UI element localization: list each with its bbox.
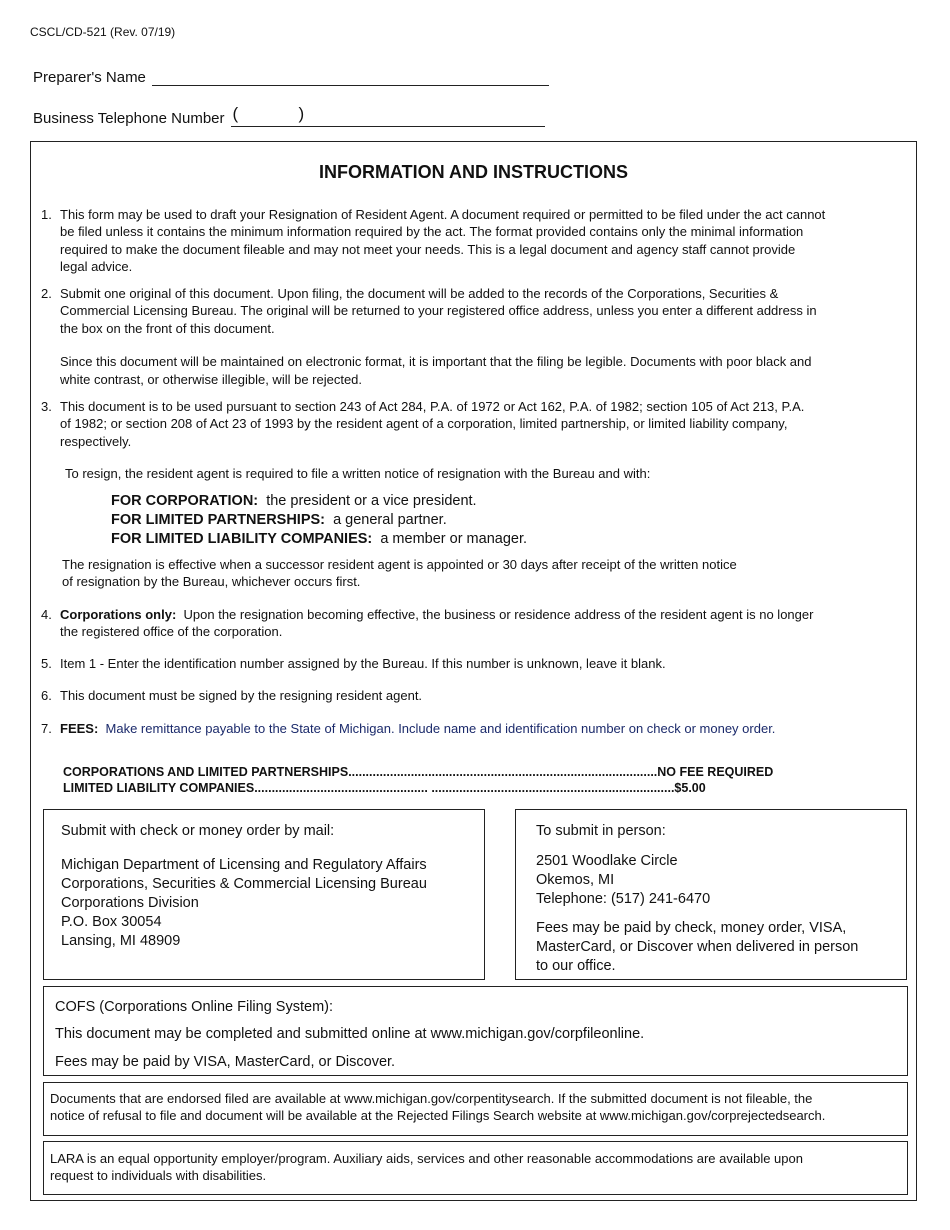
in-person-fee-line: MasterCard, or Discover when delivered in person: [536, 939, 859, 955]
officer-label: FOR LIMITED PARTNERSHIPS:: [111, 512, 326, 528]
mail-address-line: Michigan Department of Licensing and Regulatory Affairs: [61, 857, 427, 873]
fee-line-llc: LIMITED LIABILITY COMPANIES.................................................. ......................................................................$5.00: [63, 781, 706, 795]
cofs-box: [43, 986, 908, 1076]
form-id: CSCL/CD-521 (Rev. 07/19): [30, 25, 176, 39]
instructions-box: [30, 141, 917, 1201]
mail-submission-box: [43, 809, 485, 980]
in-person-heading: To submit in person:: [536, 823, 666, 839]
in-person-fee-line: Fees may be paid by check, money order, VISA,: [536, 920, 847, 936]
officer-limited-partnerships: [111, 511, 447, 530]
cofs-fees-line: Fees may be paid by VISA, MasterCard, or Discover.: [55, 1054, 396, 1070]
item1-line: be filed unless it contains the minimum information required by the act. The format provided contains only the minimal information: [60, 224, 804, 240]
mail-heading: Submit with check or money order by mail:: [61, 823, 335, 839]
effective-line: The resignation is effective when a successor resident agent is appointed or 30 days after receipt of the written notice: [62, 557, 737, 572]
item3-line: This document is to be used pursuant to section 243 of Act 284, P.A. of 1972 or Act 162, P.A. of 1982; section 105 of Act 213, P.A.: [60, 399, 805, 414]
item4-line: Upon the resignation becoming effective, the business or residence address of the resident agent is no longer: [183, 607, 814, 622]
mail-address-line: Corporations, Securities & Commercial Licensing Bureau: [61, 876, 427, 892]
officer-value: the president or a vice president.: [266, 493, 477, 509]
in-person-address-line: 2501 Woodlake Circle: [536, 853, 678, 869]
officer-corporation: [111, 492, 477, 511]
instructions-title: INFORMATION AND INSTRUCTIONS: [319, 162, 628, 182]
in-person-submission-box: [515, 809, 907, 980]
officer-value: a member or manager.: [380, 531, 528, 547]
lara-line: request to individuals with disabilities.: [50, 1168, 267, 1183]
cofs-heading: COFS (Corporations Online Filing System):: [55, 999, 333, 1015]
preparer-name-field[interactable]: [152, 67, 549, 86]
endorsed-documents-box: [43, 1082, 908, 1136]
in-person-address-line: Okemos, MI: [536, 872, 615, 888]
in-person-telephone: Telephone: (517) 241-6470: [536, 891, 711, 907]
officer-label: FOR CORPORATION:: [111, 493, 259, 509]
item1-line: legal advice.: [60, 259, 133, 275]
lara-line: LARA is an equal opportunity employer/program. Auxiliary aids, services and other reasonable accommodations are available upon: [50, 1151, 803, 1166]
cofs-online-line: This document may be completed and submitted online at www.michigan.gov/corpfileonline.: [55, 1026, 645, 1042]
item-number: 7.: [41, 721, 52, 736]
item4-line: the registered office of the corporation.: [60, 624, 283, 640]
mail-address-line: P.O. Box 30054: [61, 914, 162, 930]
officer-label: FOR LIMITED LIABILITY COMPANIES:: [111, 531, 373, 547]
instruction-item-7: [41, 720, 886, 737]
resign-intro: To resign, the resident agent is required to file a written notice of resignation with the Bureau and with:: [65, 466, 651, 481]
item-number: 4.: [41, 607, 52, 622]
item-number: 3.: [41, 399, 52, 414]
preparer-name-row: [33, 67, 549, 86]
item-number: 5.: [41, 656, 52, 671]
item5-text: Item 1 - Enter the identification number assigned by the Bureau. If this number is unknown, leave it blank.: [60, 656, 666, 671]
phone-label: Business Telephone Number: [33, 110, 225, 127]
officer-value: a general partner.: [333, 512, 447, 528]
item7-text: Make remittance payable to the State of Michigan. Include name and identification number on check or money order.: [105, 721, 776, 736]
item-number: 2.: [41, 286, 52, 301]
phone-open-paren: (: [232, 104, 239, 123]
fee-line-corporations: CORPORATIONS AND LIMITED PARTNERSHIPS.........................................................................................NO FEE REQUIRED: [63, 765, 774, 779]
effective-line: of resignation by the Bureau, whichever occurs first.: [62, 574, 361, 590]
in-person-fee-line: to our office.: [536, 958, 616, 974]
item6-text: This document must be signed by the resigning resident agent.: [60, 688, 423, 703]
phone-close-paren: ): [298, 104, 305, 123]
lara-notice-box: [43, 1141, 908, 1195]
mail-address-line: Lansing, MI 48909: [61, 933, 181, 949]
item2-line: Commercial Licensing Bureau. The original will be returned to your registered office address, unless you enter a different address in: [60, 303, 817, 319]
item4-bold: Corporations only:: [60, 607, 177, 622]
item-number: 1.: [41, 207, 52, 222]
instruction-item-3: [41, 398, 886, 450]
effective-note: [62, 556, 737, 591]
item1-line: required to make the document fileable and may not meet your needs. This is a legal document and agency staff cannot provide: [60, 241, 796, 257]
item2-line: Submit one original of this document. Upon filing, the document will be added to the records of the Corporations, Securities &: [60, 286, 779, 301]
item-number: 6.: [41, 688, 52, 703]
endorsed-line: Documents that are endorsed filed are available at www.michigan.gov/corpentitysearch. If the submitted document is not fileable, the: [50, 1091, 813, 1106]
instruction-item-1: [41, 206, 886, 276]
instruction-item-5: [41, 655, 886, 672]
item3-line: respectively.: [60, 433, 132, 449]
instruction-item-6: [41, 687, 886, 704]
officer-llc: [111, 530, 527, 549]
item3-line: of 1982; or section 208 of Act 23 of 1993 by the resident agent of a corporation, limited partnership, or limited liability company,: [60, 416, 788, 432]
instruction-item-2: [41, 285, 886, 388]
preparer-name-label: Preparer's Name: [33, 69, 146, 86]
item1-line: This form may be used to draft your Resignation of Resident Agent. A document required or permitted to be filed under the act cannot: [60, 207, 826, 222]
mail-address-line: Corporations Division: [61, 895, 199, 911]
item2-extra-line: white contrast, or otherwise illegible, will be rejected.: [60, 371, 363, 387]
item7-bold: FEES:: [60, 721, 99, 736]
item2-extra-line: Since this document will be maintained on electronic format, it is important that the filing be legible. Documents with poor black and: [60, 354, 812, 370]
phone-field[interactable]: [231, 104, 545, 127]
phone-row: [33, 104, 545, 127]
instruction-item-4: [41, 606, 886, 641]
item2-line: the box on the front of this document.: [60, 320, 275, 336]
endorsed-line: notice of refusal to file and document will be available at the Rejected Filings Search website at www.michigan.gov/corprejectedsearch.: [50, 1108, 826, 1123]
